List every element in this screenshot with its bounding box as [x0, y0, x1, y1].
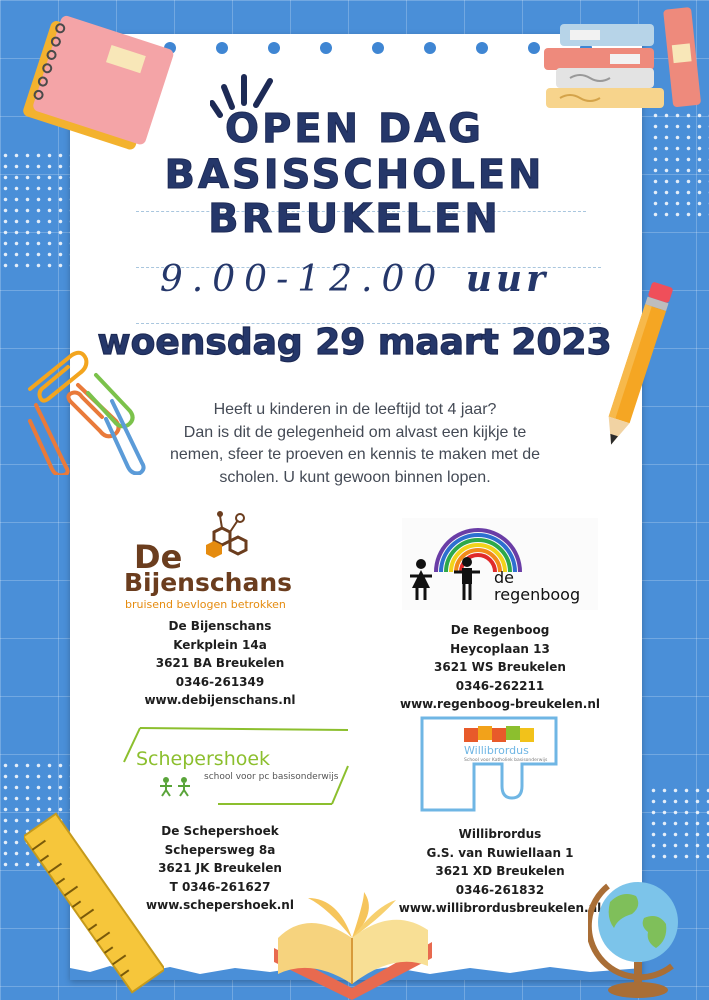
binder-ring: [268, 42, 280, 54]
binder-ring: [476, 42, 488, 54]
dot-pattern-bottom-right: [648, 785, 709, 865]
school-phone: 0346-261832: [455, 882, 545, 897]
honeycomb-icon: [194, 510, 256, 560]
logo-regenboog-line1: de: [494, 568, 514, 587]
intro-line: Heeft u kinderen in de leeftijd tot 4 jaar?: [213, 401, 497, 418]
logo-bijenschans-line2: Bijenschans: [124, 568, 292, 597]
school-city: 3621 WS Breukelen: [434, 660, 566, 674]
girl-figure-icon: [406, 558, 436, 602]
event-date: woensdag 29 maart 2023: [97, 322, 612, 363]
binder-ring: [216, 42, 228, 54]
logo-regenboog: [402, 518, 598, 610]
school-name: De Regenboog: [450, 623, 550, 637]
school-name: Willibrordus: [458, 827, 542, 841]
title-line-3: BREUKELEN: [208, 196, 501, 242]
school-city: 3621 XD Breukelen: [435, 864, 565, 878]
school-street: Heycoplaan 13: [450, 641, 550, 656]
title-line-1: OPEN DAG: [224, 106, 485, 152]
address-bijenschans: [120, 617, 320, 710]
notebook-icon: [14, 2, 204, 167]
logo-bijenschans-line1: De: [134, 538, 183, 576]
children-figures-icon: [158, 776, 198, 798]
time-range: 9.00-12.00: [159, 259, 446, 300]
logo-schepershoek: [118, 726, 350, 808]
school-street: G.S. van Ruwiellaan 1: [426, 845, 574, 860]
time-unit: uur: [465, 258, 550, 300]
boy-figure-icon: [452, 556, 482, 602]
logo-willibrordus: [418, 714, 563, 818]
binder-ring: [528, 42, 540, 54]
logo-bijenschans: [122, 510, 317, 610]
school-name: De Schepershoek: [161, 824, 279, 838]
school-street: Kerkplein 14a: [173, 637, 267, 652]
logo-regenboog-line2: regenboog: [494, 585, 581, 604]
logo-willibrordus-tagline: School voor Katholiek basisonderwijs: [464, 758, 548, 763]
intro-line: Dan is dit de gelegenheid om alvast een kijkje te: [183, 423, 527, 441]
paper-clips-icon: [22, 345, 147, 475]
pencil-icon: [598, 275, 678, 457]
title-line-2: BASISSCHOLEN: [164, 152, 545, 198]
school-website: www.debijenschans.nl: [144, 693, 296, 707]
school-phone: T 0346-261627: [169, 879, 271, 894]
puzzle-piece-icon: [418, 714, 563, 818]
school-phone: 0346-262211: [455, 678, 545, 693]
school-website: www.schepershoek.nl: [146, 898, 294, 912]
logo-willibrordus-name: Willibrordus: [464, 744, 529, 757]
globe-icon: [588, 866, 688, 1000]
school-website: www.willibrordusbreukelen.nl: [398, 901, 602, 915]
intro-line: scholen. U kunt gewoon binnen lopen.: [219, 468, 491, 486]
binder-ring: [424, 42, 436, 54]
binder-ring: [372, 42, 384, 54]
school-phone: 0346-261349: [175, 674, 265, 689]
school-website: www.regenboog-breukelen.nl: [399, 697, 601, 711]
binder-ring: [320, 42, 332, 54]
logo-schepershoek-name: Schepershoek: [136, 748, 271, 770]
school-name: De Bijenschans: [168, 619, 272, 633]
books-stack-icon: [540, 2, 709, 110]
logo-bijenschans-tagline: bruisend bevlogen betrokken: [125, 598, 286, 611]
intro-text: [140, 399, 570, 489]
open-book-icon: [268, 878, 438, 1000]
school-city: 3621 JK Breukelen: [158, 861, 282, 875]
school-street: Schepersweg 8a: [164, 842, 276, 857]
intro-line: nemen, sfeer te proeven en kennis te maken met de: [170, 446, 540, 463]
school-city: 3621 BA Breukelen: [155, 656, 285, 670]
logo-schepershoek-tagline: school voor pc basisonderwijs: [204, 772, 339, 782]
ruler-icon: [24, 808, 164, 998]
address-regenboog: [394, 621, 606, 714]
